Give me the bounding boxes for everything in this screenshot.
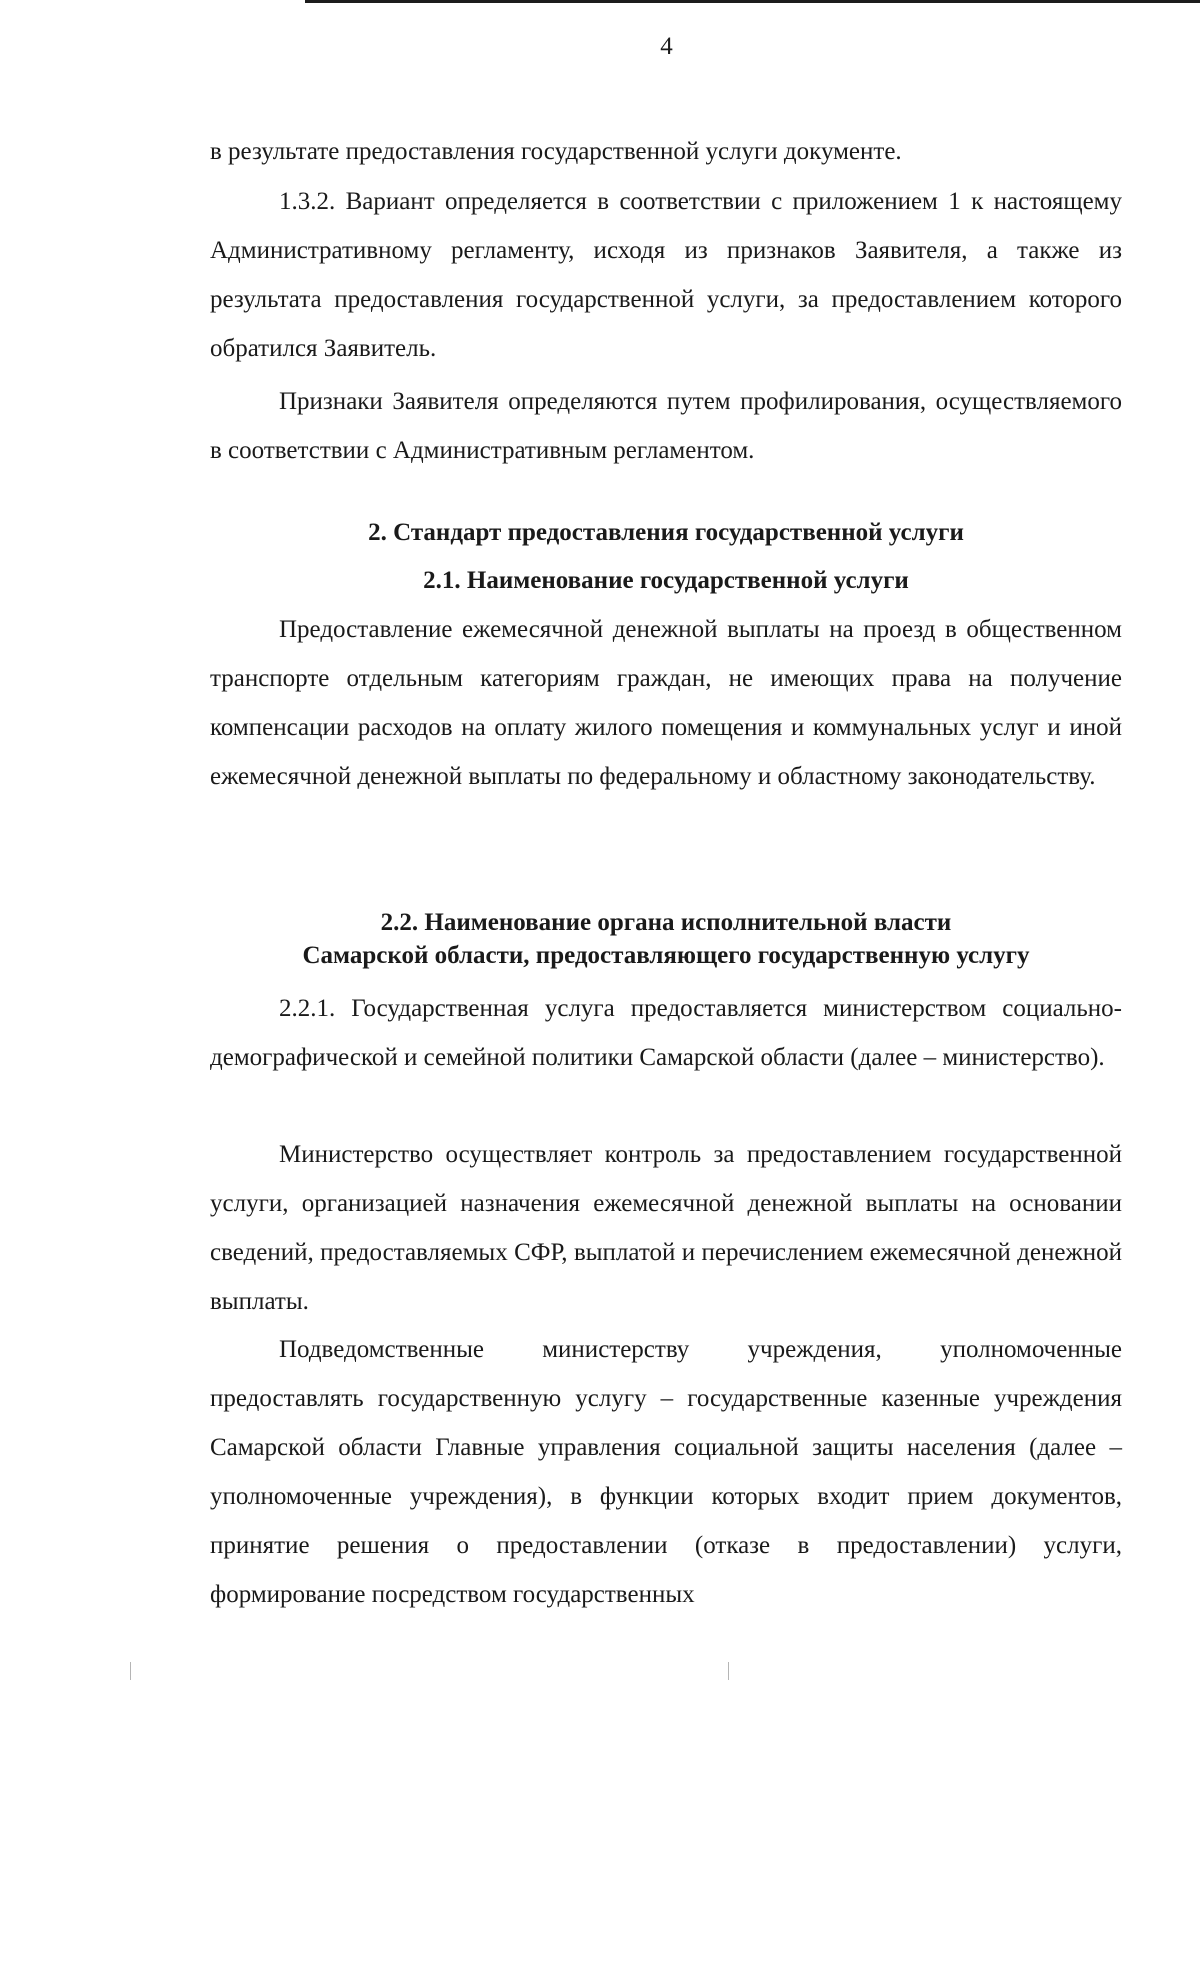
paragraph-service-name: Предоставление ежемесячной денежной выплаты на проезд в общественном транспорте отдельным категориям граждан, не имеющих права на получение компенсации расходов на оплату жилого помещения и коммунальных услуг и иной ежемесячной денежной выплаты по федеральному и областному законодательству.: [210, 616, 1122, 790]
heading-section-2-2-line-2: Самарской области, предоставляющего государственную услугу: [302, 942, 1030, 969]
heading-section-2-2-line-1: 2.2. Наименование органа исполнительной власти: [380, 909, 952, 936]
top-border-line: [305, 0, 1200, 3]
paragraph-applicant-signs: Признаки Заявителя определяются путем профилирования, осуществляемого в соответствии с Административным регламентом.: [210, 388, 1122, 464]
paragraph-2-2-1: 2.2.1. Государственная услуга предоставляется министерством социально-демографической и семейной политики Самарской области (далее – министерство).: [210, 995, 1122, 1071]
heading-section-2-2: [210, 906, 1122, 976]
scan-mark-left: [130, 1662, 131, 1680]
heading-section-2-1: 2.1. Наименование государственной услуги: [423, 567, 909, 594]
page-number: 4: [660, 33, 673, 60]
paragraph-ministry-control: Министерство осуществляет контроль за предоставлением государственной услуги, организацией назначения ежемесячной денежной выплаты на основании сведений, предоставляемых СФР, выплатой и перечислением ежемесячной денежной выплаты.: [210, 1141, 1122, 1315]
paragraph-1-3-2: 1.3.2. Вариант определяется в соответствии с приложением 1 к настоящему Административному регламенту, исходя из признаков Заявителя, а также из результата предоставления государственной услуги, за предоставлением которого обратился Заявитель.: [210, 188, 1122, 362]
heading-section-2: 2. Стандарт предоставления государственной услуги: [368, 519, 964, 546]
paragraph-subordinate-institutions: Подведомственные министерству учреждения, уполномоченные предоставлять государственную услугу – государственные казенные учреждения Самарской области Главные управления социальной защиты населения (далее – уполномоченные учреждения), в функции которых входит прием документов, принятие решения о предоставлении (отказе в предоставлении) услуги, формирование посредством государственных: [210, 1336, 1122, 1608]
scan-mark-center: [728, 1662, 729, 1680]
paragraph-result-document: в результате предоставления государственной услуги документе.: [210, 138, 902, 165]
